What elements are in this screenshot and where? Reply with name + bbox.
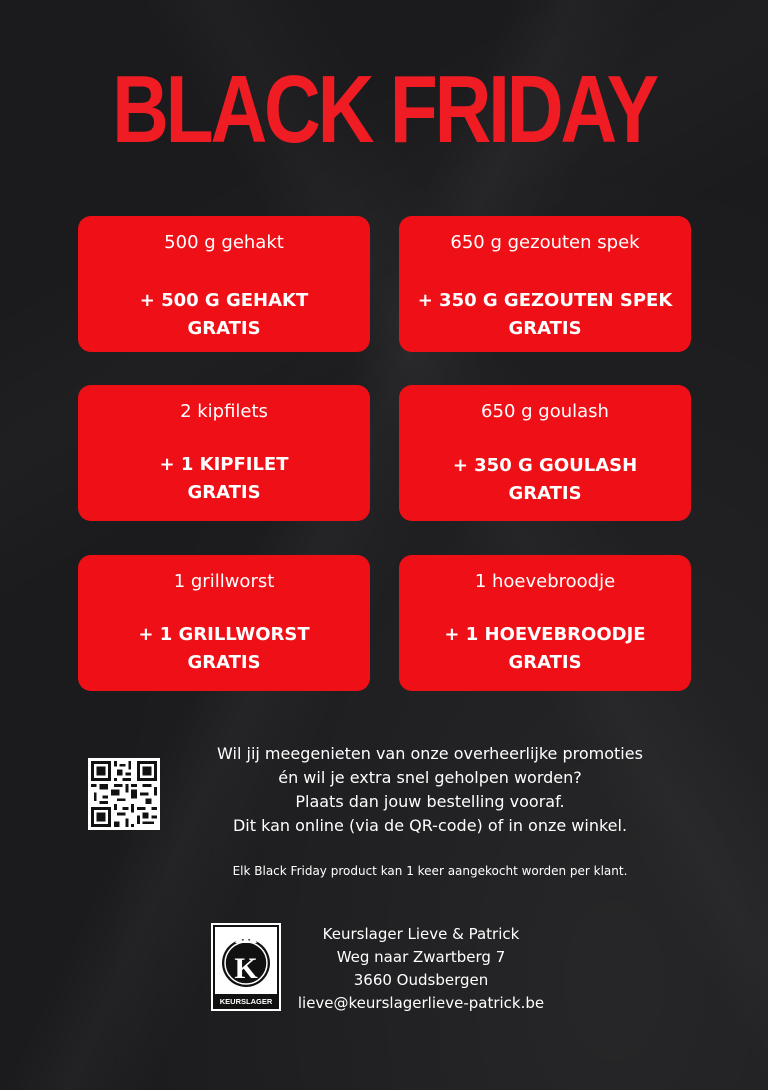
card-offer	[399, 452, 691, 508]
card-offer-line: + 350 G GEZOUTEN SPEK	[417, 290, 673, 311]
card-offer-free: GRATIS	[187, 652, 261, 673]
shop-address	[286, 923, 556, 1015]
promo-text	[185, 742, 675, 838]
card-offer	[78, 287, 370, 343]
card-offer-free: GRATIS	[187, 318, 261, 339]
card-offer-free: GRATIS	[508, 652, 582, 673]
card-offer-line: + 1 HOEVEBROODJE	[444, 624, 646, 645]
card-base-product: 650 g goulash	[481, 401, 609, 422]
card-offer-line: + 350 G GOULASH	[452, 455, 638, 476]
card-offer	[399, 287, 691, 343]
card-offer	[78, 451, 370, 507]
card-base-product: 2 kipfilets	[180, 401, 268, 422]
card-offer-line: + 1 KIPFILET	[159, 454, 289, 475]
card-offer	[78, 621, 370, 677]
card-offer-free: GRATIS	[508, 318, 582, 339]
offer-card-kipfilet	[78, 385, 370, 521]
page-title: BLACK FRIDAY	[112, 56, 656, 163]
qr-code-icon[interactable]	[88, 758, 160, 830]
promo-line: Plaats dan jouw bestelling vooraf.	[295, 792, 565, 811]
card-base-product: 1 grillworst	[173, 571, 275, 592]
offer-card-goulash	[399, 385, 691, 521]
logo-label: KEURSLAGER	[219, 997, 273, 1006]
offer-card-hoevebroodje	[399, 555, 691, 691]
promo-line: Wil jij meegenieten van onze overheerlijke promoties	[217, 744, 643, 763]
offer-card-gehakt	[78, 216, 370, 352]
card-offer-free: GRATIS	[508, 483, 582, 504]
offer-card-grillworst	[78, 555, 370, 691]
card-offer-line: + 500 G GEHAKT	[139, 290, 309, 311]
shop-email[interactable]: lieve@keurslagerlieve-patrick.be	[297, 994, 545, 1012]
shop-city: 3660 Oudsbergen	[353, 971, 489, 989]
logo-letter: K	[234, 952, 258, 985]
shop-name: Keurslager Lieve & Patrick	[322, 925, 520, 943]
card-offer-free: GRATIS	[187, 482, 261, 503]
card-base-product: 650 g gezouten spek	[450, 232, 640, 253]
card-base-product: 500 g gehakt	[164, 232, 284, 253]
card-base-product: 1 hoevebroodje	[474, 571, 616, 592]
shop-street: Weg naar Zwartberg 7	[336, 948, 506, 966]
card-offer	[399, 621, 691, 677]
purchase-limit-note: Elk Black Friday product kan 1 keer aangekocht worden per klant.	[232, 864, 628, 878]
card-offer-line: + 1 GRILLWORST	[138, 624, 310, 645]
offer-card-spek	[399, 216, 691, 352]
keurslager-logo	[211, 923, 281, 1011]
promo-line: Dit kan online (via de QR-code) of in onze winkel.	[232, 816, 628, 835]
promo-line: én wil je extra snel geholpen worden?	[278, 768, 582, 787]
